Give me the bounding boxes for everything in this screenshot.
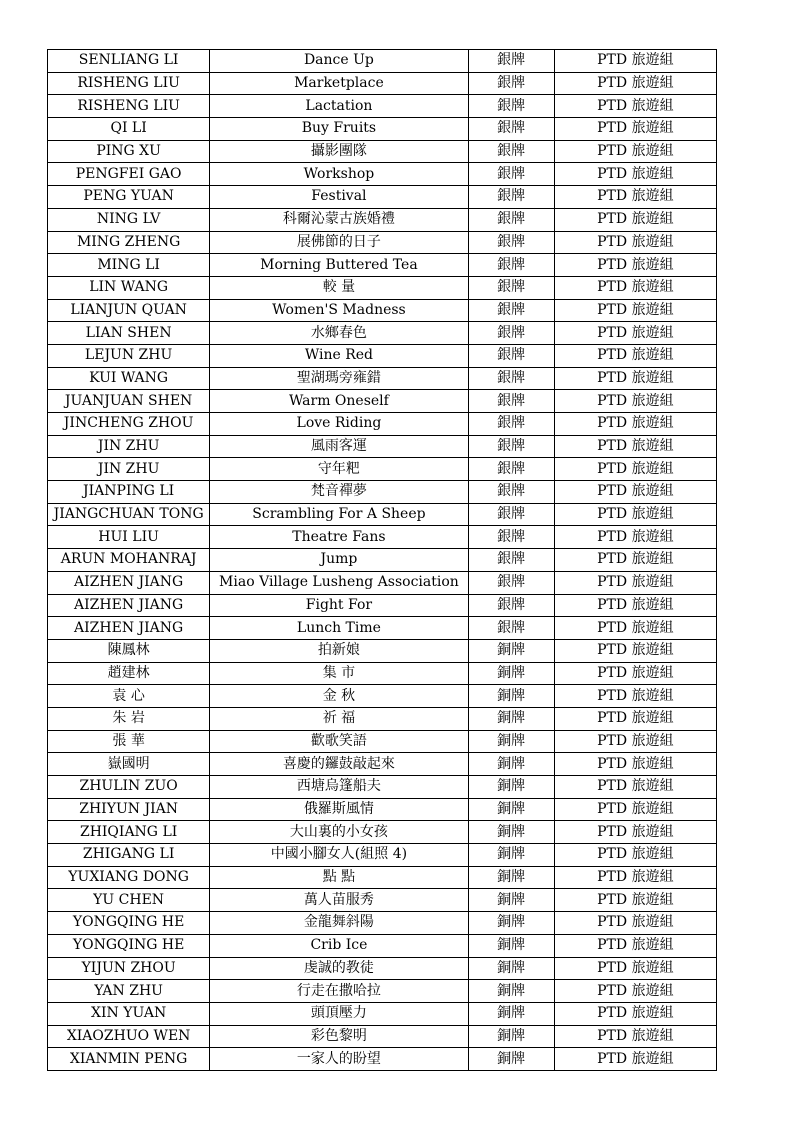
category-group-cell: PTD 旅遊組	[554, 50, 716, 73]
photo-title-cell: 西塘烏篷船夫	[210, 776, 468, 799]
category-group-cell: PTD 旅遊組	[554, 549, 716, 572]
category-group-cell: PTD 旅遊組	[554, 594, 716, 617]
award-cell: 銀牌	[468, 344, 554, 367]
table-row	[48, 458, 717, 481]
category-group-cell: PTD 旅遊組	[554, 390, 716, 413]
table-row	[48, 639, 717, 662]
photo-title-cell: Workshop	[210, 163, 468, 186]
category-group-cell: PTD 旅遊組	[554, 95, 716, 118]
award-cell: 銀牌	[468, 322, 554, 345]
photo-title-cell: Marketplace	[210, 72, 468, 95]
photo-title-cell: 金 秋	[210, 685, 468, 708]
award-cell: 銅牌	[468, 957, 554, 980]
award-cell: 銅牌	[468, 1025, 554, 1048]
photo-title-cell: 聖湖瑪旁雍錯	[210, 367, 468, 390]
table-row	[48, 276, 717, 299]
award-cell: 銀牌	[468, 435, 554, 458]
category-group-cell: PTD 旅遊組	[554, 957, 716, 980]
photographer-name-cell: JIANPING LI	[48, 481, 210, 504]
award-cell: 銅牌	[468, 844, 554, 867]
photo-title-cell: 拍新娘	[210, 639, 468, 662]
table-row	[48, 526, 717, 549]
award-cell: 銀牌	[468, 617, 554, 640]
award-cell: 銀牌	[468, 526, 554, 549]
table-row	[48, 1002, 717, 1025]
photographer-name-cell: NING LV	[48, 208, 210, 231]
category-group-cell: PTD 旅遊組	[554, 753, 716, 776]
category-group-cell: PTD 旅遊組	[554, 118, 716, 141]
category-group-cell: PTD 旅遊組	[554, 821, 716, 844]
photo-title-cell: Theatre Fans	[210, 526, 468, 549]
table-row	[48, 912, 717, 935]
table-row	[48, 299, 717, 322]
photographer-name-cell: ZHIYUN JIAN	[48, 798, 210, 821]
results-table	[47, 49, 717, 1071]
table-row	[48, 367, 717, 390]
photographer-name-cell: JIN ZHU	[48, 458, 210, 481]
photographer-name-cell: MING LI	[48, 254, 210, 277]
photographer-name-cell: YUXIANG DONG	[48, 866, 210, 889]
award-cell: 銅牌	[468, 934, 554, 957]
photo-title-cell: 梵音禪夢	[210, 481, 468, 504]
category-group-cell: PTD 旅遊組	[554, 458, 716, 481]
category-group-cell: PTD 旅遊組	[554, 617, 716, 640]
photographer-name-cell: YAN ZHU	[48, 980, 210, 1003]
photographer-name-cell: ZHIQIANG LI	[48, 821, 210, 844]
table-row	[48, 617, 717, 640]
award-cell: 銅牌	[468, 889, 554, 912]
category-group-cell: PTD 旅遊組	[554, 844, 716, 867]
table-row	[48, 707, 717, 730]
category-group-cell: PTD 旅遊組	[554, 730, 716, 753]
photographer-name-cell: KUI WANG	[48, 367, 210, 390]
photographer-name-cell: YONGQING HE	[48, 934, 210, 957]
category-group-cell: PTD 旅遊組	[554, 980, 716, 1003]
award-cell: 銅牌	[468, 730, 554, 753]
award-cell: 銀牌	[468, 594, 554, 617]
photographer-name-cell: JIANGCHUAN TONG	[48, 503, 210, 526]
award-cell: 銀牌	[468, 231, 554, 254]
photo-title-cell: 喜慶的鑼鼓敲起來	[210, 753, 468, 776]
category-group-cell: PTD 旅遊組	[554, 140, 716, 163]
category-group-cell: PTD 旅遊組	[554, 639, 716, 662]
table-row	[48, 163, 717, 186]
table-row	[48, 980, 717, 1003]
category-group-cell: PTD 旅遊組	[554, 186, 716, 209]
award-cell: 銀牌	[468, 254, 554, 277]
table-row	[48, 118, 717, 141]
photo-title-cell: Jump	[210, 549, 468, 572]
photo-title-cell: 較 量	[210, 276, 468, 299]
photo-title-cell: Love Riding	[210, 413, 468, 436]
photo-title-cell: 水鄉春色	[210, 322, 468, 345]
category-group-cell: PTD 旅遊組	[554, 526, 716, 549]
category-group-cell: PTD 旅遊組	[554, 413, 716, 436]
table-row	[48, 685, 717, 708]
category-group-cell: PTD 旅遊組	[554, 435, 716, 458]
category-group-cell: PTD 旅遊組	[554, 299, 716, 322]
photographer-name-cell: JUANJUAN SHEN	[48, 390, 210, 413]
table-row	[48, 776, 717, 799]
award-cell: 銀牌	[468, 50, 554, 73]
award-cell: 銀牌	[468, 390, 554, 413]
photo-title-cell: Warm Oneself	[210, 390, 468, 413]
award-cell: 銀牌	[468, 549, 554, 572]
category-group-cell: PTD 旅遊組	[554, 208, 716, 231]
category-group-cell: PTD 旅遊組	[554, 1002, 716, 1025]
photo-title-cell: 頭頂壓力	[210, 1002, 468, 1025]
photographer-name-cell: RISHENG LIU	[48, 72, 210, 95]
photographer-name-cell: LIN WANG	[48, 276, 210, 299]
results-body	[48, 50, 717, 1071]
award-cell: 銅牌	[468, 1002, 554, 1025]
table-row	[48, 662, 717, 685]
photographer-name-cell: YU CHEN	[48, 889, 210, 912]
category-group-cell: PTD 旅遊組	[554, 934, 716, 957]
table-row	[48, 72, 717, 95]
photo-title-cell: Morning Buttered Tea	[210, 254, 468, 277]
photographer-name-cell: JINCHENG ZHOU	[48, 413, 210, 436]
award-cell: 銀牌	[468, 503, 554, 526]
photographer-name-cell: JIN ZHU	[48, 435, 210, 458]
award-cell: 銀牌	[468, 413, 554, 436]
photographer-name-cell: QI LI	[48, 118, 210, 141]
photographer-name-cell: 袁 心	[48, 685, 210, 708]
award-cell: 銅牌	[468, 639, 554, 662]
photographer-name-cell: 朱 岩	[48, 707, 210, 730]
table-row	[48, 140, 717, 163]
photographer-name-cell: LEJUN ZHU	[48, 344, 210, 367]
award-cell: 銀牌	[468, 72, 554, 95]
photo-title-cell: 歡歌笑語	[210, 730, 468, 753]
photographer-name-cell: YIJUN ZHOU	[48, 957, 210, 980]
award-cell: 銀牌	[468, 458, 554, 481]
table-row	[48, 322, 717, 345]
photo-title-cell: Lactation	[210, 95, 468, 118]
photo-title-cell: 守年粑	[210, 458, 468, 481]
table-row	[48, 1025, 717, 1048]
table-row	[48, 798, 717, 821]
photo-title-cell: 攝影團隊	[210, 140, 468, 163]
category-group-cell: PTD 旅遊組	[554, 912, 716, 935]
photo-title-cell: 大山裏的小女孩	[210, 821, 468, 844]
table-row	[48, 730, 717, 753]
photographer-name-cell: PENGFEI GAO	[48, 163, 210, 186]
photo-title-cell: 點 點	[210, 866, 468, 889]
table-row	[48, 186, 717, 209]
table-row	[48, 481, 717, 504]
photographer-name-cell: HUI LIU	[48, 526, 210, 549]
photographer-name-cell: 張 華	[48, 730, 210, 753]
award-cell: 銀牌	[468, 163, 554, 186]
photo-title-cell: 風雨客運	[210, 435, 468, 458]
category-group-cell: PTD 旅遊組	[554, 344, 716, 367]
photographer-name-cell: 陳鳳林	[48, 639, 210, 662]
table-row	[48, 866, 717, 889]
photo-title-cell: 一家人的盼望	[210, 1048, 468, 1071]
photo-title-cell: 展佛節的日子	[210, 231, 468, 254]
category-group-cell: PTD 旅遊組	[554, 163, 716, 186]
award-cell: 銅牌	[468, 685, 554, 708]
table-row	[48, 753, 717, 776]
category-group-cell: PTD 旅遊組	[554, 571, 716, 594]
photographer-name-cell: PENG YUAN	[48, 186, 210, 209]
table-row	[48, 435, 717, 458]
award-cell: 銀牌	[468, 481, 554, 504]
table-row	[48, 1048, 717, 1071]
category-group-cell: PTD 旅遊組	[554, 367, 716, 390]
category-group-cell: PTD 旅遊組	[554, 776, 716, 799]
table-row	[48, 390, 717, 413]
table-row	[48, 413, 717, 436]
table-row	[48, 231, 717, 254]
category-group-cell: PTD 旅遊組	[554, 276, 716, 299]
award-cell: 銀牌	[468, 95, 554, 118]
photo-title-cell: 科爾沁蒙古族婚禮	[210, 208, 468, 231]
category-group-cell: PTD 旅遊組	[554, 707, 716, 730]
award-cell: 銅牌	[468, 821, 554, 844]
photo-title-cell: 中國小腳女人(組照 4)	[210, 844, 468, 867]
table-row	[48, 594, 717, 617]
award-cell: 銀牌	[468, 299, 554, 322]
table-row	[48, 957, 717, 980]
photo-title-cell: 金龍舞斜陽	[210, 912, 468, 935]
photo-title-cell: 彩色黎明	[210, 1025, 468, 1048]
photo-title-cell: Lunch Time	[210, 617, 468, 640]
photographer-name-cell: MING ZHENG	[48, 231, 210, 254]
category-group-cell: PTD 旅遊組	[554, 503, 716, 526]
table-row	[48, 549, 717, 572]
photo-title-cell: 萬人苗服秀	[210, 889, 468, 912]
category-group-cell: PTD 旅遊組	[554, 1048, 716, 1071]
award-cell: 銅牌	[468, 1048, 554, 1071]
award-cell: 銅牌	[468, 662, 554, 685]
photo-title-cell: Fight For	[210, 594, 468, 617]
award-cell: 銀牌	[468, 186, 554, 209]
category-group-cell: PTD 旅遊組	[554, 685, 716, 708]
photo-title-cell: Miao Village Lusheng Association	[210, 571, 468, 594]
photographer-name-cell: AIZHEN JIANG	[48, 571, 210, 594]
photographer-name-cell: 趙建林	[48, 662, 210, 685]
award-cell: 銅牌	[468, 707, 554, 730]
award-cell: 銀牌	[468, 276, 554, 299]
table-row	[48, 571, 717, 594]
photographer-name-cell: LIANJUN QUAN	[48, 299, 210, 322]
category-group-cell: PTD 旅遊組	[554, 481, 716, 504]
photo-title-cell: 俄羅斯風情	[210, 798, 468, 821]
photographer-name-cell: XIAOZHUO WEN	[48, 1025, 210, 1048]
award-cell: 銅牌	[468, 980, 554, 1003]
photo-title-cell: 虔誠的教徒	[210, 957, 468, 980]
photographer-name-cell: AIZHEN JIANG	[48, 594, 210, 617]
table-row	[48, 254, 717, 277]
category-group-cell: PTD 旅遊組	[554, 322, 716, 345]
table-row	[48, 208, 717, 231]
category-group-cell: PTD 旅遊組	[554, 798, 716, 821]
category-group-cell: PTD 旅遊組	[554, 866, 716, 889]
award-cell: 銀牌	[468, 208, 554, 231]
photographer-name-cell: LIAN SHEN	[48, 322, 210, 345]
photo-title-cell: Scrambling For A Sheep	[210, 503, 468, 526]
photographer-name-cell: SENLIANG LI	[48, 50, 210, 73]
photo-title-cell: Crib Ice	[210, 934, 468, 957]
award-cell: 銅牌	[468, 912, 554, 935]
table-row	[48, 934, 717, 957]
photo-title-cell: Festival	[210, 186, 468, 209]
photo-title-cell: Wine Red	[210, 344, 468, 367]
table-row	[48, 503, 717, 526]
photographer-name-cell: XIN YUAN	[48, 1002, 210, 1025]
photographer-name-cell: ZHULIN ZUO	[48, 776, 210, 799]
photo-title-cell: 集 市	[210, 662, 468, 685]
category-group-cell: PTD 旅遊組	[554, 231, 716, 254]
category-group-cell: PTD 旅遊組	[554, 254, 716, 277]
category-group-cell: PTD 旅遊組	[554, 72, 716, 95]
photo-title-cell: Dance Up	[210, 50, 468, 73]
photographer-name-cell: PING XU	[48, 140, 210, 163]
photographer-name-cell: 嶽國明	[48, 753, 210, 776]
table-row	[48, 821, 717, 844]
photographer-name-cell: ZHIGANG LI	[48, 844, 210, 867]
award-cell: 銅牌	[468, 798, 554, 821]
category-group-cell: PTD 旅遊組	[554, 1025, 716, 1048]
photo-title-cell: Buy Fruits	[210, 118, 468, 141]
photographer-name-cell: YONGQING HE	[48, 912, 210, 935]
photo-title-cell: 行走在撒哈拉	[210, 980, 468, 1003]
award-cell: 銀牌	[468, 140, 554, 163]
table-row	[48, 344, 717, 367]
category-group-cell: PTD 旅遊組	[554, 662, 716, 685]
category-group-cell: PTD 旅遊組	[554, 889, 716, 912]
photographer-name-cell: ARUN MOHANRAJ	[48, 549, 210, 572]
award-cell: 銀牌	[468, 571, 554, 594]
award-cell: 銀牌	[468, 118, 554, 141]
award-cell: 銀牌	[468, 367, 554, 390]
photo-title-cell: 祈 福	[210, 707, 468, 730]
photo-title-cell: Women'S Madness	[210, 299, 468, 322]
table-row	[48, 889, 717, 912]
photographer-name-cell: XIANMIN PENG	[48, 1048, 210, 1071]
photographer-name-cell: AIZHEN JIANG	[48, 617, 210, 640]
award-cell: 銅牌	[468, 776, 554, 799]
photographer-name-cell: RISHENG LIU	[48, 95, 210, 118]
table-row	[48, 844, 717, 867]
award-cell: 銅牌	[468, 866, 554, 889]
table-row	[48, 50, 717, 73]
award-cell: 銅牌	[468, 753, 554, 776]
table-row	[48, 95, 717, 118]
